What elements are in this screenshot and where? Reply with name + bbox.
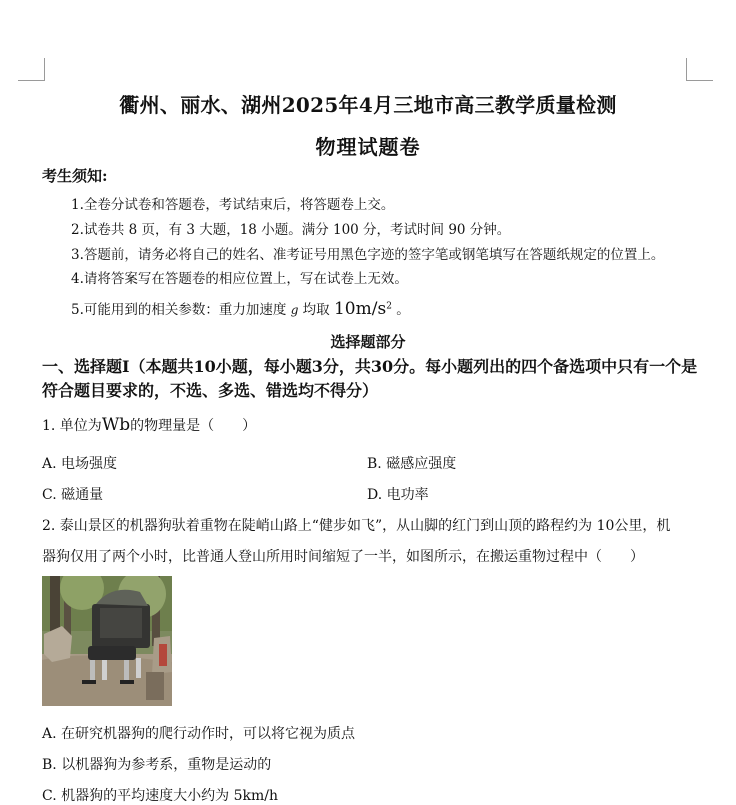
q1-option-d: D. 电功率 bbox=[367, 487, 429, 503]
q2-option-b: B. 以机器狗为参考系，重物是运动的 bbox=[42, 757, 272, 773]
notice-item-3: 3.答题前，请务必将自己的姓名、准考证号用黑色字迹的签字笔或钢笔填写在答题纸规定的位置上。 bbox=[71, 247, 665, 263]
q2-stem-line-2: 器狗仅用了两个小时，比普通人登山所用时间缩短了一半，如图所示，在搬运重物过程中（ ） bbox=[42, 549, 644, 565]
part1-heading: 一、选择题I（本题共10小题，每小题3分，共30分。每小题列出的四个备选项中只有一个是符合题目要求的，不选、多选、错选均不得分） bbox=[42, 357, 698, 400]
q2-stem-line-1: 2. 泰山景区的机器狗驮着重物在陡峭山路上“健步如飞”，从山脚的红门到山顶的路程约为 10公里，机 bbox=[42, 518, 671, 534]
notice-item-1: 1.全卷分试卷和答题卷，考试结束后，将答题卷上交。 bbox=[71, 197, 395, 213]
notice-item-2: 2.试卷共 8 页，有 3 大题，18 小题。满分 100 分，考试时间 90 分钟。 bbox=[71, 222, 511, 238]
gravity-symbol: g bbox=[290, 303, 299, 317]
exam-title: 衢州、丽水、湖州2025年4月三地市高三教学质量检测 bbox=[119, 93, 617, 117]
notice-item-5-prefix: 5.可能用到的相关参数：重力加速度 bbox=[71, 302, 287, 318]
notice-item-4: 4.请将答案写在答题卷的相应位置上，写在试卷上无效。 bbox=[71, 271, 408, 287]
notice-item-5-end: 。 bbox=[396, 302, 410, 318]
section-label: 选择题部分 bbox=[330, 333, 406, 351]
q2-option-c: C. 机器狗的平均速度大小约为 5km/h bbox=[42, 788, 278, 804]
question-1-stem bbox=[42, 415, 256, 435]
notice-heading: 考生须知: bbox=[42, 167, 108, 185]
notice-item-5 bbox=[71, 298, 410, 319]
q2-option-a: A. 在研究机器狗的爬行动作时，可以将它视为质点 bbox=[42, 726, 356, 742]
gravity-exponent: 2 bbox=[386, 301, 392, 312]
q1-option-b: B. 磁感应强度 bbox=[367, 456, 457, 472]
gravity-value: 10m/s bbox=[333, 299, 387, 319]
q1-option-a: A. 电场强度 bbox=[42, 456, 118, 472]
notice-item-5-mid: 均取 bbox=[302, 302, 330, 318]
q1-option-c: C. 磁通量 bbox=[42, 487, 104, 503]
robot-dog-photo bbox=[42, 576, 172, 706]
page-corner-mark-top-right bbox=[686, 58, 713, 81]
q1-unit: Wb bbox=[101, 415, 131, 435]
q1-prefix: 1. 单位为 bbox=[42, 418, 102, 434]
q1-suffix: 的物理量是（ ） bbox=[130, 418, 257, 434]
page-corner-mark-top-left bbox=[18, 58, 45, 81]
exam-subtitle: 物理试题卷 bbox=[315, 135, 421, 159]
